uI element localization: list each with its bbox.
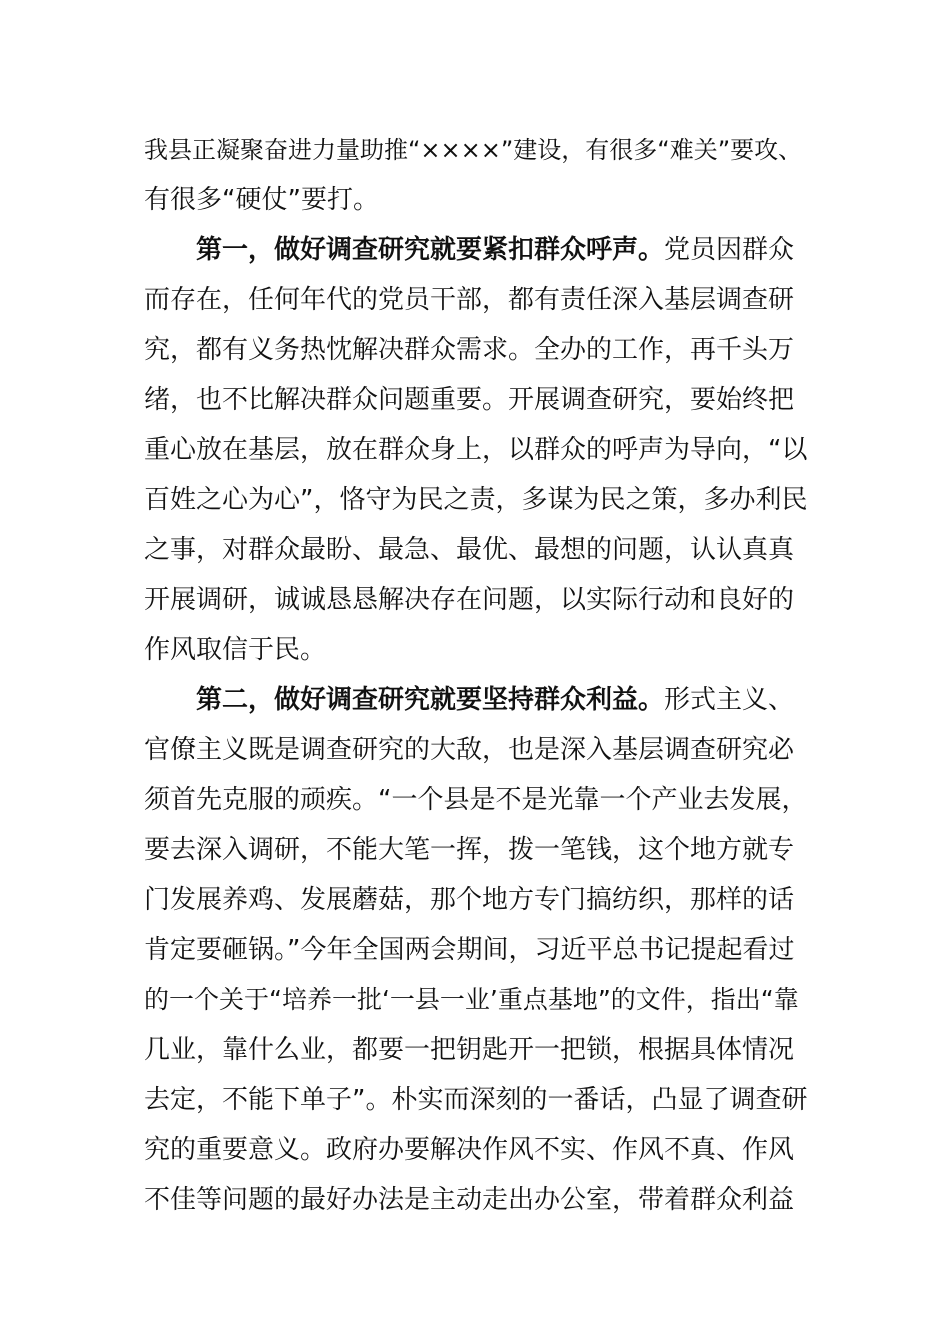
paragraph-2-line: 须首先克服的顽疾。“一个县是不是光靠一个产业去发展， xyxy=(144,785,808,815)
paragraph-1-line: 绪，也不比解决群众问题重要。开展调查研究，要始终把 xyxy=(144,385,795,415)
paragraph-2-line: 去定，不能下单子”。朴实而深刻的一番话，凸显了调查研 xyxy=(144,1085,808,1115)
paragraph-1-line: 重心放在基层，放在群众身上，以群众的呼声为导向，“以 xyxy=(144,435,808,465)
paragraph-2-heading: 第二，做好调查研究就要坚持群众利益。 xyxy=(196,685,665,715)
intro-line: 有很多“硬仗”要打。 xyxy=(144,185,379,215)
paragraph-1-line: 之事，对群众最盼、最急、最优、最想的问题，认认真真 xyxy=(144,535,795,565)
paragraph-2-first-line-rest: 形式主义、 xyxy=(664,685,795,715)
paragraph-2-first-line xyxy=(196,683,810,717)
paragraph-2-line: 几业，靠什么业，都要一把钥匙开一把锁，根据具体情况 xyxy=(144,1035,795,1065)
paragraph-2-line: 要去深入调研，不能大笔一挥，拨一笔钱，这个地方就专 xyxy=(144,835,795,865)
intro-line: 我县正凝聚奋进力量助推“××××”建设，有很多“难关”要攻、 xyxy=(144,136,803,164)
paragraph-2-line: 究的重要意义。政府办要解决作风不实、作风不真、作风 xyxy=(144,1135,795,1165)
paragraph-1-first-line-rest: 党员因群众 xyxy=(664,235,795,265)
paragraph-1-line: 百姓之心为心”，恪守为民之责，多谋为民之策，多办利民 xyxy=(144,485,808,515)
paragraph-2-line: 不佳等问题的最好办法是主动走出办公室，带着群众利益 xyxy=(144,1185,795,1215)
paragraph-2-line: 官僚主义既是调查研究的大敌，也是深入基层调查研究必 xyxy=(144,735,795,765)
paragraph-2-line: 肯定要砸锅。”今年全国两会期间，习近平总书记提起看过 xyxy=(144,935,795,965)
paragraph-1-heading: 第一，做好调查研究就要紧扣群众呼声。 xyxy=(196,235,665,265)
paragraph-2-line: 门发展养鸡、发展蘑菇，那个地方专门搞纺织，那样的话 xyxy=(144,885,795,915)
paragraph-1-first-line xyxy=(196,233,810,267)
paragraph-2-line: 的一个关于“培养一批‘一县一业’重点基地”的文件，指出“靠 xyxy=(144,985,799,1014)
paragraph-1-line: 究，都有义务热忱解决群众需求。全办的工作，再千头万 xyxy=(144,335,795,365)
paragraph-1-line: 作风取信于民。 xyxy=(144,635,327,665)
paragraph-1-line: 开展调研，诚诚恳恳解决存在问题，以实际行动和良好的 xyxy=(144,585,795,615)
paragraph-1-line: 而存在，任何年代的党员干部，都有责任深入基层调查研 xyxy=(144,285,795,315)
